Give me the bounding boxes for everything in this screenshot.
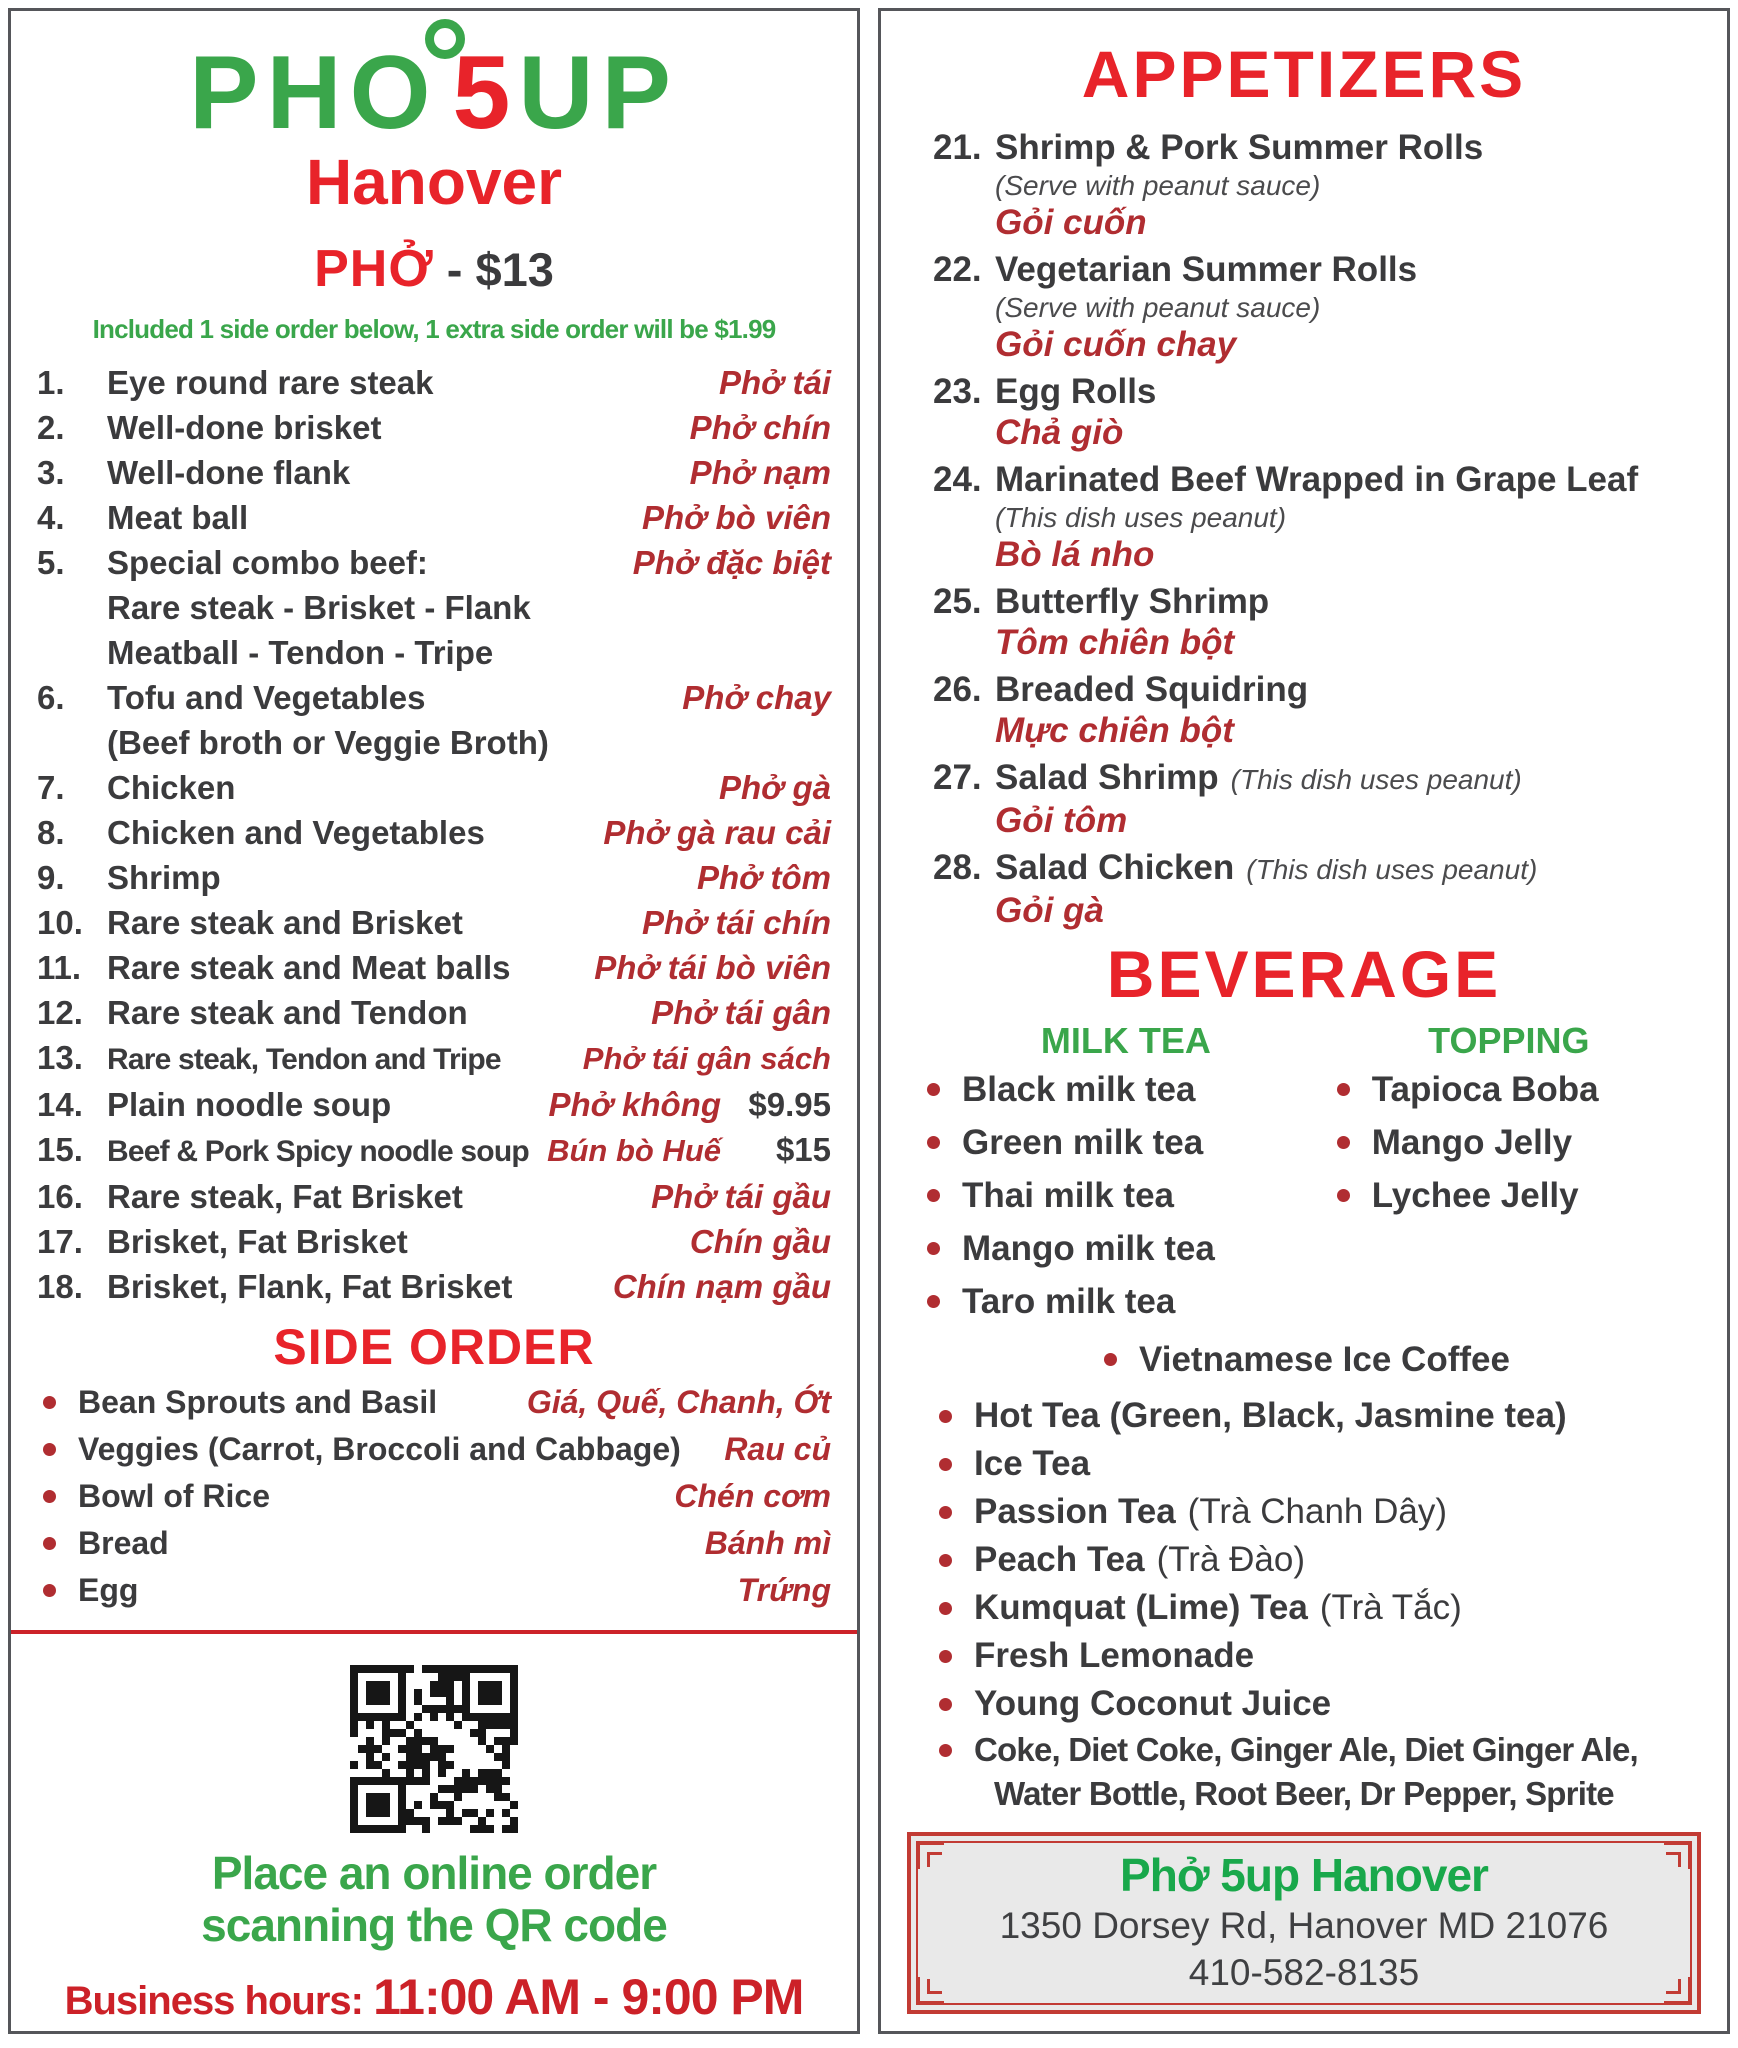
item-vietnamese-name: Phở chín	[689, 409, 831, 446]
item-number: 2.	[37, 409, 65, 446]
side-order-item	[37, 1426, 831, 1473]
beverage-item: Thai milk tea	[921, 1169, 1331, 1222]
item-number: 21.	[933, 128, 982, 167]
item-number: 12.	[37, 994, 83, 1031]
side-order-item	[37, 1379, 831, 1426]
bullet-icon	[927, 1242, 940, 1255]
menu-item	[37, 1174, 831, 1219]
beverage-item: Ice Tea	[933, 1440, 1697, 1488]
item-name: Rare steak and Brisket	[107, 904, 463, 941]
item-vietnamese-name: Rau củ	[724, 1431, 831, 1467]
item-price: $9.95	[748, 1086, 831, 1123]
beverage-item: Vietnamese Ice Coffee	[881, 1334, 1727, 1386]
item-vietnamese-name: Chín nạm gầu	[612, 1268, 831, 1305]
item-number: 15.	[37, 1131, 83, 1168]
item-note: (Serve with peanut sauce)	[995, 292, 1321, 323]
item-name: Rare steak and Tendon	[107, 994, 468, 1031]
item-vietnamese-name: Chả giò	[995, 413, 1124, 452]
qr-code	[350, 1665, 518, 1833]
bullet-icon	[1104, 1353, 1117, 1366]
logo-letter-o: O	[350, 35, 439, 151]
item-number: 4.	[37, 499, 65, 536]
bullet-icon	[939, 1744, 952, 1757]
item-vietnamese-name: Trứng	[737, 1572, 831, 1608]
item-vietnamese-name: Phở tái	[718, 364, 831, 401]
item-number: 9.	[37, 859, 65, 896]
side-order-item	[37, 1567, 831, 1614]
item-note: (Trà Chanh Dây)	[1187, 1492, 1448, 1531]
logo-text-up: UP	[518, 35, 679, 151]
beverage-item: Peach Tea (Trà Đào)	[933, 1536, 1697, 1584]
restaurant-phone: 410-582-8135	[1188, 1952, 1420, 1993]
beverage-item: Taro milk tea	[921, 1275, 1331, 1328]
bullet-icon	[927, 1189, 940, 1202]
item-number: 16.	[37, 1178, 83, 1215]
menu-item	[37, 540, 831, 675]
item-vietnamese-name: Phở tái gầu	[651, 1178, 831, 1215]
milk-tea-title: MILK TEA	[1040, 1020, 1211, 1061]
item-vietnamese-name: Chén cơm	[674, 1478, 831, 1514]
corner-ornament-icon	[913, 1968, 953, 2008]
item-number: 10.	[37, 904, 83, 941]
topping-column	[1331, 1019, 1687, 1328]
appetizer-item	[933, 847, 1691, 931]
item-vietnamese-name: Phở tái gân sách	[582, 1041, 831, 1076]
item-name: Egg	[78, 1572, 139, 1608]
item-note: (This dish uses peanut)	[1230, 764, 1522, 795]
item-name: Rare steak, Fat Brisket	[107, 1178, 463, 1215]
item-name: Veggies (Carrot, Broccoli and Cabbage)	[78, 1431, 681, 1467]
bullet-icon	[939, 1698, 952, 1711]
milk-tea-column	[921, 1019, 1331, 1328]
item-name: Vegetarian Summer Rolls	[995, 250, 1418, 289]
item-number: 17.	[37, 1223, 83, 1260]
item-number: 13.	[37, 1039, 83, 1076]
item-vietnamese-name: Phở bò viên	[641, 499, 831, 536]
appetizer-list	[933, 127, 1691, 931]
item-name: Salad Chicken	[995, 848, 1235, 887]
item-number: 8.	[37, 814, 65, 851]
item-vietnamese-name: Mực chiên bột	[995, 711, 1234, 750]
item-note: (Serve with peanut sauce)	[995, 170, 1321, 201]
item-note: (Trà Đào)	[1156, 1540, 1306, 1579]
item-number: 1.	[37, 364, 65, 401]
beverage-item: Coke, Diet Coke, Ginger Ale, Diet Ginger Ale,	[933, 1728, 1697, 1772]
beverage-item: Hot Tea (Green, Black, Jasmine tea)	[933, 1392, 1697, 1440]
item-number: 25.	[933, 582, 982, 621]
appetizer-item	[933, 581, 1691, 663]
item-vietnamese-name: Tôm chiên bột	[995, 623, 1235, 662]
logo-text-five: 5	[452, 35, 519, 151]
bullet-icon	[43, 1537, 56, 1550]
bullet-icon	[927, 1136, 940, 1149]
topping-item: Mango Jelly	[1331, 1116, 1687, 1169]
beverage-item: Fresh Lemonade	[933, 1632, 1697, 1680]
beverage-item: Kumquat (Lime) Tea (Trà Tắc)	[933, 1584, 1697, 1632]
item-subline: (Beef broth or Veggie Broth)	[107, 724, 549, 761]
bullet-icon	[43, 1396, 56, 1409]
item-name: Chicken and Vegetables	[107, 814, 485, 851]
item-name: Bowl of Rice	[78, 1478, 271, 1514]
item-number: 26.	[933, 670, 982, 709]
beverage-item: Black milk tea	[921, 1063, 1331, 1116]
item-name: Rare steak and Meat balls	[107, 949, 511, 986]
bullet-icon	[939, 1506, 952, 1519]
bullet-icon	[939, 1650, 952, 1663]
item-name: Bean Sprouts and Basil	[78, 1384, 438, 1420]
bullet-icon	[939, 1458, 952, 1471]
menu-item	[37, 675, 831, 765]
item-name: Shrimp & Pork Summer Rolls	[995, 128, 1484, 167]
item-name: Special combo beef:	[107, 544, 428, 581]
side-order-item	[37, 1520, 831, 1567]
bullet-icon	[43, 1443, 56, 1456]
restaurant-logo	[11, 35, 857, 151]
item-name: Chicken	[107, 769, 236, 806]
item-vietnamese-name: Phở đặc biệt	[632, 544, 831, 581]
item-name: Egg Rolls	[995, 372, 1157, 411]
item-vietnamese-name: Phở gà rau cải	[603, 814, 831, 851]
item-note: (This dish uses peanut)	[1246, 854, 1538, 885]
bullet-icon	[939, 1554, 952, 1567]
item-vietnamese-name: Phở không	[548, 1086, 721, 1123]
item-vietnamese-name: Giá, Quế, Chanh, Ớt	[526, 1384, 831, 1420]
bullet-icon	[939, 1410, 952, 1423]
item-name: Tofu and Vegetables	[107, 679, 426, 716]
menu-item	[37, 360, 831, 405]
item-name: Plain noodle soup	[107, 1086, 392, 1123]
item-number: 18.	[37, 1268, 83, 1305]
menu-item	[37, 495, 831, 540]
corner-ornament-icon	[913, 1838, 953, 1878]
side-order-title: SIDE ORDER	[273, 1319, 595, 1375]
bullet-icon	[43, 1490, 56, 1503]
menu-page-left	[8, 8, 860, 2034]
item-vietnamese-name: Gỏi tôm	[995, 801, 1128, 840]
business-hours-label: Business hours:	[64, 1979, 374, 2023]
menu-item	[37, 1264, 831, 1309]
item-vietnamese-name: Bánh mì	[704, 1525, 831, 1561]
item-vietnamese-name: Phở chay	[682, 679, 831, 716]
appetizers-title: APPETIZERS	[1081, 37, 1527, 111]
qr-caption: Place an online order scanning the QR code	[201, 1847, 667, 1951]
menu-item	[37, 810, 831, 855]
appetizer-item	[933, 127, 1691, 243]
logo-ring-icon	[425, 19, 465, 59]
bullet-icon	[1337, 1136, 1350, 1149]
item-name: Eye round rare steak	[107, 364, 434, 401]
item-number: 5.	[37, 544, 65, 581]
item-vietnamese-name: Bò lá nho	[995, 535, 1155, 574]
beverage-title: BEVERAGE	[1106, 937, 1502, 1011]
item-vietnamese-name: Phở tái gân	[651, 994, 831, 1031]
item-vietnamese-name: Gỏi cuốn chay	[995, 325, 1237, 364]
item-name: Brisket, Flank, Fat Brisket	[107, 1268, 513, 1305]
item-vietnamese-name: Phở gà	[718, 769, 831, 806]
item-vietnamese-name: Bún bò Huế	[547, 1133, 721, 1168]
item-number: 6.	[37, 679, 65, 716]
pho-item-list	[37, 360, 831, 1309]
beverage-item: Young Coconut Juice	[933, 1680, 1697, 1728]
item-vietnamese-name: Phở tái chín	[641, 904, 831, 941]
beverage-item: Green milk tea	[921, 1116, 1331, 1169]
restaurant-name: Phở 5up Hanover	[1120, 1849, 1488, 1901]
pho-word: PHỞ	[314, 240, 434, 298]
item-number: 27.	[933, 758, 982, 797]
menu-item	[37, 450, 831, 495]
item-number: 11.	[37, 949, 82, 986]
item-price: $15	[775, 1131, 831, 1168]
beverage-item-line2: Water Bottle, Root Beer, Dr Pepper, Sprite	[994, 1775, 1614, 1812]
topping-item: Tapioca Boba	[1331, 1063, 1687, 1116]
side-order-list	[37, 1379, 831, 1614]
menu-item	[37, 1219, 831, 1264]
pho-section-header	[11, 241, 857, 310]
menu-item	[37, 990, 831, 1035]
business-hours	[11, 1969, 857, 2034]
item-name: Rare steak, Tendon and Tripe	[107, 1043, 501, 1076]
item-number: 23.	[933, 372, 982, 411]
menu-item	[37, 1035, 831, 1082]
item-name: Marinated Beef Wrapped in Grape Leaf	[995, 460, 1639, 499]
item-vietnamese-name: Gỏi cuốn	[995, 203, 1147, 242]
beverage-item: Mango milk tea	[921, 1222, 1331, 1275]
side-order-note: Included 1 side order below, 1 extra side order will be $1.99	[92, 314, 776, 344]
item-name: Salad Shrimp	[995, 758, 1219, 797]
item-note: (Trà Tắc)	[1319, 1588, 1462, 1627]
item-vietnamese-name: Phở tôm	[697, 859, 831, 896]
pho-price: - $13	[433, 243, 554, 296]
item-subline: Rare steak - Brisket - Flank	[107, 589, 531, 626]
divider	[11, 1630, 857, 1634]
bullet-icon	[43, 1584, 56, 1597]
corner-ornament-icon	[1655, 1838, 1695, 1878]
item-note: (This dish uses peanut)	[995, 502, 1287, 533]
location-title: Hanover	[305, 146, 563, 218]
item-subline: Meatball - Tendon - Tripe	[107, 634, 494, 671]
beverage-item: Passion Tea (Trà Chanh Dây)	[933, 1488, 1697, 1536]
item-number: 14.	[37, 1086, 83, 1123]
item-vietnamese-name: Gỏi gà	[995, 891, 1104, 930]
menu-item	[37, 765, 831, 810]
appetizer-item	[933, 249, 1691, 365]
bullet-icon	[927, 1295, 940, 1308]
business-hours-value: 11:00 AM - 9:00 PM	[373, 1969, 804, 2025]
item-name: Beef & Pork Spicy noodle soup	[107, 1135, 529, 1168]
appetizer-item	[933, 757, 1691, 841]
menu-item	[37, 1082, 831, 1127]
item-name: Bread	[78, 1525, 169, 1561]
appetizer-item	[933, 371, 1691, 453]
side-order-item	[37, 1473, 831, 1520]
topping-item: Lychee Jelly	[1331, 1169, 1687, 1222]
item-vietnamese-name: Chín gầu	[689, 1223, 831, 1260]
menu-item	[37, 945, 831, 990]
item-number: 28.	[933, 848, 982, 887]
topping-title: TOPPING	[1428, 1020, 1590, 1061]
item-name: Butterfly Shrimp	[995, 582, 1270, 621]
item-name: Brisket, Fat Brisket	[107, 1223, 408, 1260]
item-name: Breaded Squidring	[995, 670, 1309, 709]
corner-ornament-icon	[1655, 1968, 1695, 2008]
menu-page-right	[878, 8, 1730, 2034]
appetizer-item	[933, 669, 1691, 751]
menu-item	[37, 900, 831, 945]
restaurant-address: 1350 Dorsey Rd, Hanover MD 21076	[999, 1905, 1609, 1946]
item-number: 3.	[37, 454, 65, 491]
item-name: Well-done brisket	[107, 409, 382, 446]
item-vietnamese-name: Phở tái bò viên	[594, 949, 831, 986]
appetizer-item	[933, 459, 1691, 575]
item-name: Meat ball	[107, 499, 249, 536]
menu-item	[37, 855, 831, 900]
logo-text-ph: PHO	[189, 35, 438, 151]
bullet-icon	[939, 1602, 952, 1615]
item-name: Shrimp	[107, 859, 221, 896]
item-number: 22.	[933, 250, 982, 289]
item-number: 24.	[933, 460, 982, 499]
item-vietnamese-name: Phở nạm	[689, 454, 831, 491]
item-name: Well-done flank	[107, 454, 351, 491]
bullet-icon	[1337, 1083, 1350, 1096]
bullet-icon	[1337, 1189, 1350, 1202]
bullet-icon	[927, 1083, 940, 1096]
menu-item	[37, 405, 831, 450]
menu-item	[37, 1127, 831, 1174]
drinks-list	[933, 1392, 1697, 1816]
restaurant-info-box	[907, 1832, 1701, 2014]
item-number: 7.	[37, 769, 65, 806]
